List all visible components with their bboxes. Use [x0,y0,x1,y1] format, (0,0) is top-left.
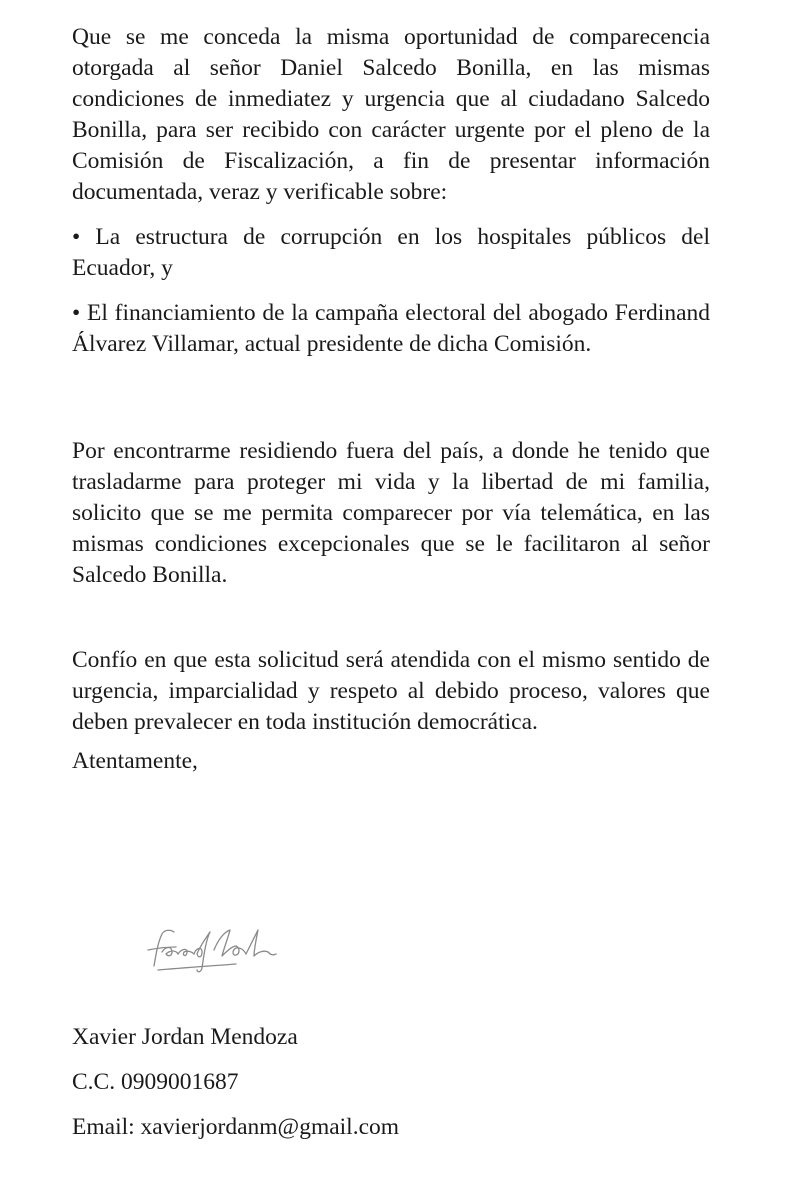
signer-name: Xavier Jordan Mendoza [72,1024,298,1050]
signer-block [72,1022,710,1157]
intro-paragraph: Que se me conceda la misma oportunidad de comparecencia otorgada al señor Daniel Salcedo Bonilla, en las mismas condiciones de inmediatez y urgencia que al ciudadano Salcedo Bonilla, para ser recibido con carácter urgente por el pleno de la Comisión de Fiscalización, a fin de presentar información documentada, veraz y verificable sobre: [72,24,710,205]
closing-line: Atentamente, [72,748,198,774]
bullet-item: • La estructura de corrupción en los hospitales públicos del Ecuador, y [72,224,710,281]
letter-body [72,22,710,777]
bullet-item: • El financiamiento de la campaña electoral del abogado Ferdinand Álvarez Villamar, actual presidente de dicha Comisión. [72,300,710,357]
signer-id: C.C. 0909001687 [72,1069,239,1095]
signer-email: Email: xavierjordanm@gmail.com [72,1114,400,1140]
confidence-paragraph: Confío en que esta solicitud será atendida con el mismo sentido de urgencia, imparcialidad y respeto al debido proceso, valores que deben prevalecer en toda institución democrática. [72,647,710,735]
residence-paragraph: Por encontrarme residiendo fuera del país, a donde he tenido que trasladarme para proteger mi vida y la libertad de mi familia, solicito que se me permita comparecer por vía telemática, en las mismas condiciones excepcionales que se le facilitaron al señor Salcedo Bonilla. [72,438,710,588]
handwritten-signature [140,910,290,980]
